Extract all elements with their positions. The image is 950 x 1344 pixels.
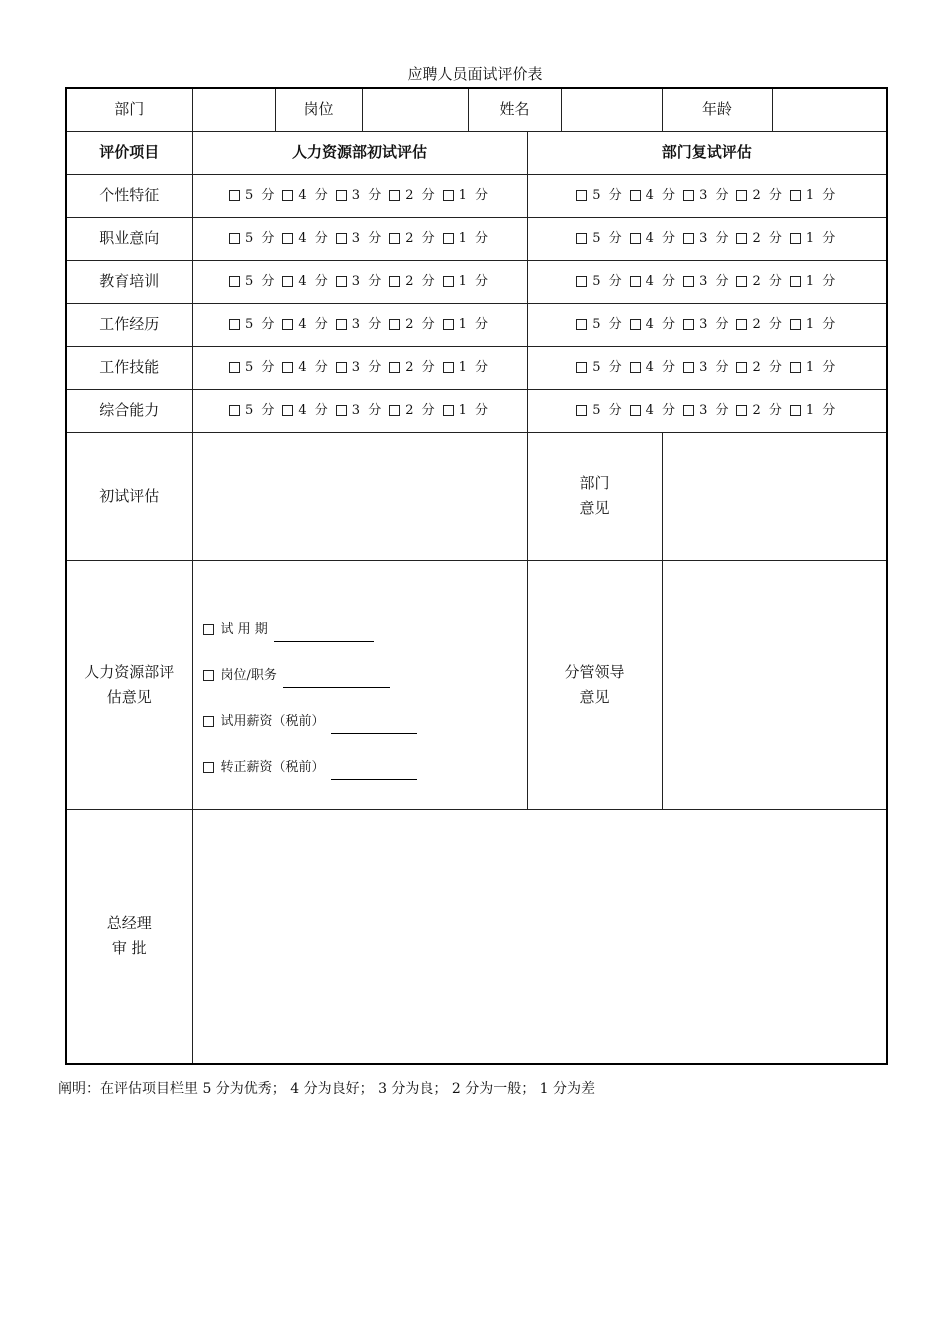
criteria-row — [66, 389, 887, 432]
score-label: 1 分 — [805, 403, 838, 418]
score-label: 5 分 — [592, 274, 624, 289]
score-label: 3 分 — [351, 231, 384, 246]
score-label: 4 分 — [298, 360, 330, 375]
score-label: 4 分 — [645, 403, 678, 418]
checkbox-icon — [443, 362, 454, 373]
dept-score-options — [527, 260, 887, 303]
checkbox-icon — [630, 362, 641, 373]
score-checkbox[interactable] — [683, 398, 730, 423]
criteria-row — [66, 217, 887, 260]
score-label: 5 分 — [244, 231, 277, 246]
checkbox-icon — [443, 190, 454, 201]
checkbox-icon — [683, 405, 694, 416]
checkbox-icon — [790, 233, 801, 244]
score-checkbox[interactable] — [336, 398, 383, 423]
score-checkbox[interactable] — [736, 226, 783, 251]
position-input[interactable] — [362, 88, 468, 131]
score-checkbox[interactable] — [389, 269, 436, 294]
fill-in-line[interactable] — [331, 717, 417, 734]
hr-opinion-label-line: 估意见 — [106, 687, 152, 706]
checkbox-icon — [229, 233, 240, 244]
hr-opinion-label-line: 人力资源部评 — [84, 662, 175, 681]
hr-opinion-row — [66, 560, 887, 809]
dept-eval-header: 部门复试评估 — [527, 131, 887, 174]
criteria-row — [66, 303, 887, 346]
dept-input[interactable] — [192, 88, 275, 131]
score-label: 4 分 — [645, 231, 678, 246]
score-checkbox[interactable] — [736, 183, 783, 208]
score-checkbox[interactable] — [790, 183, 837, 208]
score-label: 2 分 — [405, 403, 437, 418]
score-label: 1 分 — [805, 274, 838, 289]
checkbox-icon — [443, 233, 454, 244]
score-checkbox[interactable] — [336, 312, 383, 337]
score-checkbox[interactable] — [790, 398, 837, 423]
name-label: 姓名 — [468, 88, 561, 131]
score-checkbox[interactable] — [736, 312, 783, 337]
score-checkbox[interactable] — [443, 312, 490, 337]
age-input[interactable] — [772, 88, 887, 131]
score-checkbox[interactable] — [576, 269, 623, 294]
score-label: 4 分 — [645, 317, 678, 332]
score-checkbox[interactable] — [790, 355, 837, 380]
hr-eval-header: 人力资源部初试评估 — [192, 131, 527, 174]
score-label: 2 分 — [405, 188, 437, 203]
score-label: 2 分 — [405, 317, 437, 332]
score-checkbox[interactable] — [229, 226, 276, 251]
score-label: 3 分 — [699, 274, 731, 289]
score-checkbox[interactable] — [336, 226, 383, 251]
score-label: 2 分 — [752, 317, 784, 332]
hr-score-options — [192, 389, 527, 432]
criteria-label: 职业意向 — [66, 217, 192, 260]
checkbox-icon — [790, 405, 801, 416]
checkbox-icon[interactable] — [203, 670, 214, 681]
dept-score-options — [527, 389, 887, 432]
score-label: 3 分 — [351, 317, 384, 332]
score-label: 1 分 — [805, 188, 838, 203]
score-label: 5 分 — [244, 188, 277, 203]
checkbox-icon — [736, 276, 747, 287]
score-label: 1 分 — [805, 360, 838, 375]
checkbox-icon — [282, 233, 293, 244]
age-label: 年龄 — [662, 88, 772, 131]
score-checkbox[interactable] — [630, 226, 677, 251]
checkbox-icon — [630, 190, 641, 201]
criteria-label: 工作技能 — [66, 346, 192, 389]
score-checkbox[interactable] — [282, 398, 329, 423]
checkbox-icon — [630, 276, 641, 287]
score-checkbox[interactable] — [389, 398, 436, 423]
score-checkbox[interactable] — [443, 183, 490, 208]
score-label: 3 分 — [699, 317, 731, 332]
dept-opinion-label-line: 意见 — [579, 499, 610, 517]
hr-opinion-fields — [192, 560, 527, 809]
score-checkbox[interactable] — [389, 183, 436, 208]
score-checkbox[interactable] — [736, 398, 783, 423]
dept-label: 部门 — [66, 88, 192, 131]
dept-score-options — [527, 303, 887, 346]
score-checkbox[interactable] — [336, 269, 383, 294]
score-checkbox[interactable] — [683, 355, 730, 380]
score-checkbox[interactable] — [389, 312, 436, 337]
footnote: 阐明：在评估项目栏里 5 分为优秀； 4 分为良好； 3 分为良； 2 分为一般； 1 分为差 — [58, 1081, 596, 1097]
score-checkbox[interactable] — [282, 312, 329, 337]
checkbox-icon — [790, 319, 801, 330]
score-label: 4 分 — [298, 403, 330, 418]
dept-opinion-label — [527, 432, 662, 560]
score-label: 3 分 — [351, 274, 384, 289]
fill-in-line[interactable] — [331, 763, 417, 780]
checkbox-icon — [282, 276, 293, 287]
checkbox-icon — [683, 362, 694, 373]
checkbox-icon — [683, 276, 694, 287]
score-checkbox[interactable] — [389, 355, 436, 380]
checkbox-icon[interactable] — [203, 762, 214, 773]
score-label: 3 分 — [699, 188, 731, 203]
score-checkbox[interactable] — [576, 312, 623, 337]
score-label: 1 分 — [458, 317, 491, 332]
score-label: 1 分 — [805, 231, 838, 246]
score-checkbox[interactable] — [790, 312, 837, 337]
score-checkbox[interactable] — [630, 269, 677, 294]
score-label: 4 分 — [298, 274, 330, 289]
hr-field-label: 转正薪资（税前） — [220, 759, 325, 775]
checkbox-icon — [443, 319, 454, 330]
score-checkbox[interactable] — [229, 398, 276, 423]
score-label: 2 分 — [405, 274, 437, 289]
criteria-label: 工作经历 — [66, 303, 192, 346]
fill-in-line[interactable] — [283, 671, 390, 688]
checkbox-icon — [736, 190, 747, 201]
gm-approval-row — [66, 809, 887, 1064]
hr-field[interactable] — [203, 664, 527, 688]
score-label: 3 分 — [351, 360, 384, 375]
score-checkbox[interactable] — [790, 269, 837, 294]
score-label: 4 分 — [645, 360, 678, 375]
score-label: 1 分 — [458, 403, 491, 418]
score-checkbox[interactable] — [282, 355, 329, 380]
score-label: 4 分 — [645, 188, 678, 203]
checkbox-icon — [630, 233, 641, 244]
checkbox-icon — [683, 190, 694, 201]
score-checkbox[interactable] — [389, 226, 436, 251]
score-checkbox[interactable] — [576, 183, 623, 208]
score-checkbox[interactable] — [443, 269, 490, 294]
checkbox-icon — [736, 405, 747, 416]
page-title: 应聘人员面试评价表 — [407, 65, 543, 83]
criteria-label: 个性特征 — [66, 174, 192, 217]
score-label: 1 分 — [458, 188, 491, 203]
checkbox-icon — [336, 190, 347, 201]
gm-approval-label — [66, 809, 192, 1064]
hr-opinion-label — [66, 560, 192, 809]
evaluation-form — [65, 87, 888, 1065]
score-checkbox[interactable] — [576, 398, 623, 423]
checkbox-icon — [389, 405, 400, 416]
score-checkbox[interactable] — [282, 183, 329, 208]
checkbox-icon — [630, 319, 641, 330]
leader-opinion-label-line: 分管领导 — [564, 662, 625, 681]
checkbox-icon — [389, 319, 400, 330]
hr-score-options — [192, 217, 527, 260]
checkbox-icon — [336, 319, 347, 330]
score-label: 3 分 — [699, 231, 731, 246]
score-label: 3 分 — [351, 403, 384, 418]
checkbox-icon — [683, 233, 694, 244]
dept-opinion-area[interactable] — [662, 432, 887, 560]
leader-opinion-area[interactable] — [662, 560, 887, 809]
score-checkbox[interactable] — [229, 355, 276, 380]
score-checkbox[interactable] — [790, 226, 837, 251]
checkbox-icon — [443, 405, 454, 416]
score-checkbox[interactable] — [576, 226, 623, 251]
score-label: 2 分 — [405, 231, 437, 246]
score-checkbox[interactable] — [630, 398, 677, 423]
dept-score-options — [527, 346, 887, 389]
score-label: 4 分 — [298, 188, 330, 203]
score-label: 2 分 — [405, 360, 437, 375]
checkbox-icon — [229, 190, 240, 201]
hr-field-label: 试用薪资（税前） — [220, 713, 325, 729]
score-label: 5 分 — [244, 274, 277, 289]
hr-field[interactable] — [203, 618, 527, 642]
score-label: 2 分 — [752, 403, 784, 418]
checkbox-icon — [790, 276, 801, 287]
checkbox-icon — [336, 405, 347, 416]
fill-in-line[interactable] — [274, 625, 374, 642]
score-label: 1 分 — [805, 317, 838, 332]
score-label: 5 分 — [244, 360, 277, 375]
score-label: 5 分 — [592, 188, 624, 203]
hr-field-label: 试 用 期 — [220, 621, 268, 637]
checkbox-icon — [229, 362, 240, 373]
initial-eval-row — [66, 432, 887, 560]
score-label: 5 分 — [592, 360, 624, 375]
gm-approval-area[interactable] — [192, 809, 887, 1064]
score-checkbox[interactable] — [630, 183, 677, 208]
score-checkbox[interactable] — [443, 398, 490, 423]
criteria-row — [66, 260, 887, 303]
criteria-row — [66, 174, 887, 217]
header-row — [66, 88, 887, 131]
checkbox-icon — [790, 362, 801, 373]
name-input[interactable] — [561, 88, 662, 131]
score-label: 1 分 — [458, 231, 491, 246]
dept-score-options — [527, 217, 887, 260]
checkbox-icon — [736, 319, 747, 330]
score-checkbox[interactable] — [683, 226, 730, 251]
score-label: 5 分 — [244, 403, 277, 418]
hr-score-options — [192, 260, 527, 303]
score-checkbox[interactable] — [736, 355, 783, 380]
checkbox-icon — [630, 405, 641, 416]
score-label: 3 分 — [699, 403, 731, 418]
score-label: 3 分 — [351, 188, 384, 203]
score-label: 5 分 — [592, 317, 624, 332]
score-label: 4 分 — [298, 317, 330, 332]
score-checkbox[interactable] — [683, 269, 730, 294]
checkbox-icon — [282, 362, 293, 373]
checkbox-icon — [389, 276, 400, 287]
score-label: 3 分 — [699, 360, 731, 375]
hr-score-options — [192, 346, 527, 389]
checkbox-icon — [736, 362, 747, 373]
checkbox-icon — [282, 190, 293, 201]
checkbox-icon — [389, 362, 400, 373]
score-label: 4 分 — [298, 231, 330, 246]
gm-approval-label-line: 审 批 — [111, 939, 147, 958]
score-label: 2 分 — [752, 274, 784, 289]
score-label: 2 分 — [752, 360, 784, 375]
checkbox-icon — [229, 276, 240, 287]
score-label: 5 分 — [244, 317, 277, 332]
score-checkbox[interactable] — [282, 269, 329, 294]
checkbox-icon — [336, 276, 347, 287]
score-checkbox[interactable] — [630, 312, 677, 337]
checkbox-icon — [336, 233, 347, 244]
dept-opinion-label-line: 部门 — [579, 474, 610, 492]
gm-approval-label-line: 总经理 — [106, 914, 152, 933]
initial-eval-label: 初试评估 — [66, 432, 192, 560]
score-checkbox[interactable] — [229, 183, 276, 208]
checkbox-icon — [576, 319, 587, 330]
column-header-row — [66, 131, 887, 174]
criteria-label: 教育培训 — [66, 260, 192, 303]
checkbox-icon — [790, 190, 801, 201]
score-label: 2 分 — [752, 188, 784, 203]
hr-field-label: 岗位/职务 — [220, 667, 277, 683]
checkbox-icon — [389, 190, 400, 201]
hr-score-options — [192, 303, 527, 346]
leader-opinion-label — [527, 560, 662, 809]
dept-score-options — [527, 174, 887, 217]
score-checkbox[interactable] — [443, 355, 490, 380]
score-checkbox[interactable] — [576, 355, 623, 380]
leader-opinion-label-line: 意见 — [579, 687, 610, 706]
checkbox-icon — [576, 276, 587, 287]
checkbox-icon — [576, 405, 587, 416]
checkbox-icon — [683, 319, 694, 330]
item-header: 评价项目 — [66, 131, 192, 174]
score-checkbox[interactable] — [736, 269, 783, 294]
score-label: 2 分 — [752, 231, 784, 246]
score-label: 1 分 — [458, 274, 491, 289]
score-checkbox[interactable] — [282, 226, 329, 251]
checkbox-icon — [576, 362, 587, 373]
checkbox-icon — [389, 233, 400, 244]
checkbox-icon — [282, 405, 293, 416]
checkbox-icon — [282, 319, 293, 330]
checkbox-icon — [736, 233, 747, 244]
score-checkbox[interactable] — [229, 312, 276, 337]
score-checkbox[interactable] — [630, 355, 677, 380]
checkbox-icon — [229, 405, 240, 416]
score-checkbox[interactable] — [229, 269, 276, 294]
position-label: 岗位 — [275, 88, 362, 131]
checkbox-icon — [576, 190, 587, 201]
checkbox-icon — [443, 276, 454, 287]
checkbox-icon — [576, 233, 587, 244]
score-label: 1 分 — [458, 360, 491, 375]
hr-field[interactable] — [203, 710, 527, 734]
criteria-label: 综合能力 — [66, 389, 192, 432]
criteria-row — [66, 346, 887, 389]
checkbox-icon[interactable] — [203, 716, 214, 727]
score-checkbox[interactable] — [443, 226, 490, 251]
score-label: 5 分 — [592, 403, 624, 418]
score-label: 4 分 — [645, 274, 678, 289]
checkbox-icon[interactable] — [203, 624, 214, 635]
checkbox-icon — [229, 319, 240, 330]
score-checkbox[interactable] — [336, 355, 383, 380]
checkbox-icon — [336, 362, 347, 373]
hr-score-options — [192, 174, 527, 217]
score-label: 5 分 — [592, 231, 624, 246]
score-checkbox[interactable] — [683, 312, 730, 337]
hr-field[interactable] — [203, 756, 527, 780]
score-checkbox[interactable] — [683, 183, 730, 208]
score-checkbox[interactable] — [336, 183, 383, 208]
initial-eval-area[interactable] — [192, 432, 527, 560]
